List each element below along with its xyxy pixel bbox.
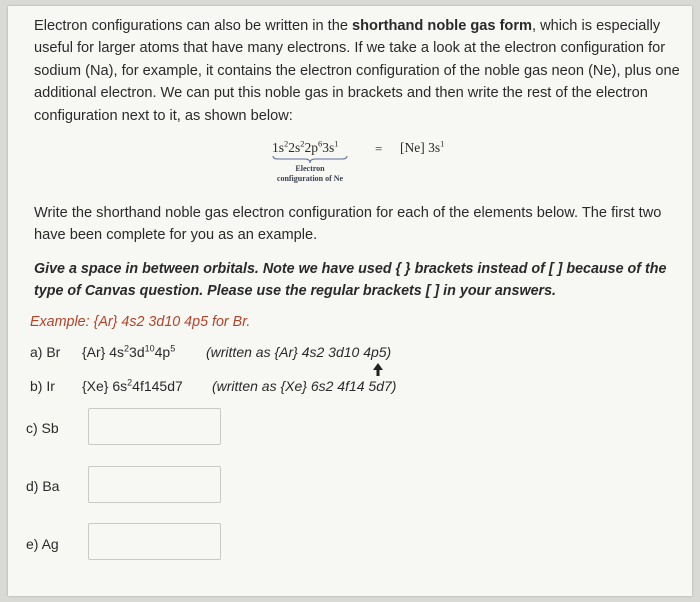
task-instructions: Write the shorthand noble gas electron configuration for each of the elements below. The first two have been complete for you as an example. xyxy=(34,205,662,244)
intro-paragraph xyxy=(34,15,684,127)
question-sb-label: c) Sb xyxy=(26,420,59,436)
equation-figure xyxy=(260,140,520,196)
intro-text-1: Electron configurations can also be written in the xyxy=(34,18,352,34)
answer-input-ba[interactable] xyxy=(88,466,221,503)
equation-lhs: $1s^22s^22p^63s^1$ xyxy=(272,138,339,155)
mouse-cursor-icon xyxy=(372,363,384,377)
bracket-note: Give a space in between orbitals. Note we have used { } brackets instead of [ ] because of the type of Canvas question. Please use the regular brackets [ ] in your answers. xyxy=(34,261,667,300)
row-written-as: (written as {Xe} 6s2 4f14 5d7) xyxy=(212,378,397,394)
question-ag-label: e) Ag xyxy=(26,536,59,552)
equals-sign: = xyxy=(375,141,383,156)
row-written-as: (written as {Ar} 4s2 3d10 4p5) xyxy=(206,344,392,360)
example-line: Example: {Ar} 4s2 3d10 4p5 for Br. xyxy=(30,314,251,330)
underbrace-icon xyxy=(272,155,348,164)
question-ba-label: d) Ba xyxy=(26,478,60,494)
row-answer: {Xe} $6s^24f145d7$ xyxy=(82,377,183,394)
intro-text-2: , which is especially useful for larger atoms that have many electrons. If we take a look at the electron configuration for sodium (Na), for example, it contains the electron configuration of the noble gas neon (Ne), plus one additional electron. We can put this noble gas in brackets and then write the rest of the electron configuration next to it, as shown below: xyxy=(34,18,680,124)
answer-input-ag[interactable] xyxy=(88,523,221,560)
question-sheet xyxy=(8,6,692,596)
row-label: b) Ir xyxy=(30,378,55,394)
answer-input-sb[interactable] xyxy=(88,408,221,445)
equation-rhs: [Ne] $3s^1$ xyxy=(400,138,445,155)
row-label: a) Br xyxy=(30,344,61,360)
intro-bold-term: shorthand noble gas form xyxy=(352,18,532,34)
equation-caption: Electron configuration of Ne xyxy=(276,164,344,183)
row-answer: {Ar} $4s^23d^{10}4p^5$ xyxy=(82,343,176,360)
